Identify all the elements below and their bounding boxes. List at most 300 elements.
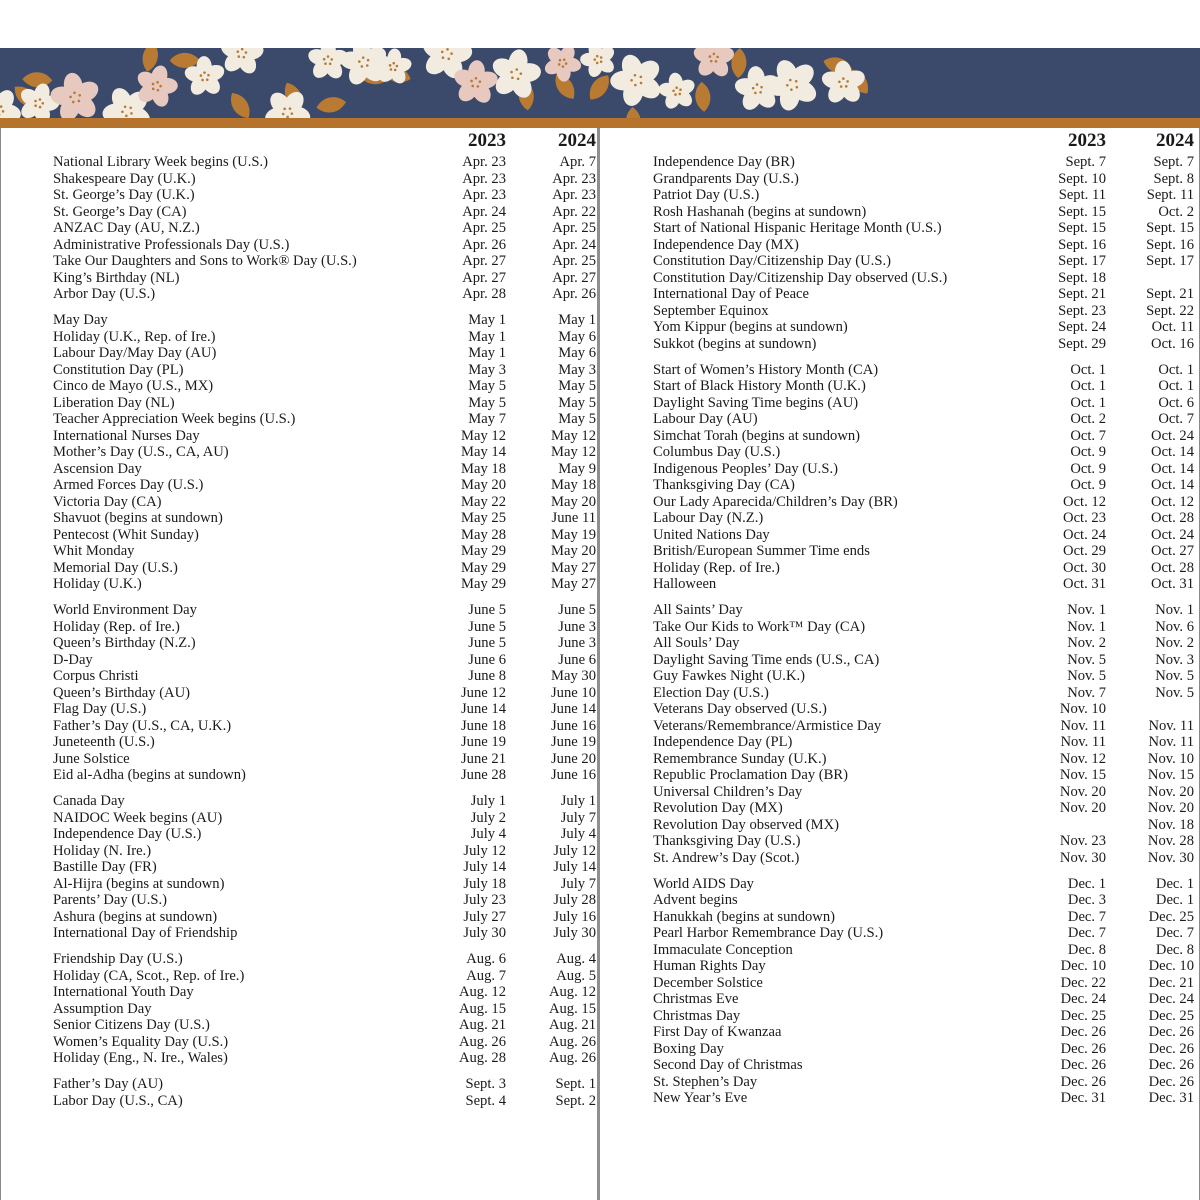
holiday-row [653, 767, 1194, 784]
holiday-name: International Nurses Day [53, 427, 200, 444]
date-2023: Oct. 9 [1070, 477, 1106, 493]
holiday-row [53, 1017, 596, 1034]
date-2023: May 29 [461, 559, 506, 576]
flower-shape [218, 48, 265, 77]
date-2023: Oct. 30 [1063, 559, 1106, 576]
holiday-row [53, 1076, 596, 1093]
date-2024: June 19 [551, 734, 596, 750]
date-2023: Sept. 17 [1058, 253, 1106, 269]
date-2024: Oct. 12 [1151, 493, 1194, 510]
date-2024: May 27 [551, 559, 596, 576]
date-2024: May 19 [551, 526, 596, 543]
date-2023: Aug. 28 [458, 1050, 506, 1066]
date-2023: Nov. 7 [1067, 684, 1106, 701]
holiday-row [653, 203, 1194, 221]
holiday-row [53, 668, 596, 685]
holiday-row [653, 526, 1194, 544]
date-2024: July 4 [560, 826, 596, 842]
holiday-row [53, 717, 596, 735]
date-2024: Nov. 10 [1147, 750, 1194, 767]
date-2023: Dec. 26 [1060, 1073, 1106, 1090]
year-2024-label: 2024 [1156, 130, 1194, 151]
holiday-name: Holiday (U.K., Rep. of Ire.) [53, 328, 216, 345]
date-2023: Nov. 23 [1059, 833, 1106, 849]
holiday-row [53, 1000, 596, 1018]
holiday-name: Advent begins [653, 892, 738, 908]
holiday-row [653, 543, 1194, 560]
date-2024: June 16 [551, 717, 596, 734]
date-2024: Aug. 12 [548, 984, 596, 1000]
flower-shape [658, 72, 698, 111]
date-2023: May 25 [461, 510, 506, 526]
holiday-row [653, 684, 1194, 702]
holiday-row [653, 1090, 1194, 1107]
holiday-name: First Day of Kwanzaa [653, 1024, 782, 1040]
date-2024: Nov. 11 [1148, 734, 1194, 750]
holiday-group [653, 361, 1194, 593]
date-2023: Oct. 2 [1070, 411, 1106, 427]
date-2023: Apr. 23 [462, 170, 506, 187]
date-2024: June 11 [551, 510, 596, 526]
holiday-row [653, 908, 1194, 926]
holiday-name: Simchat Torah (begins at sundown) [653, 427, 861, 444]
date-2024: Apr. 22 [552, 203, 596, 220]
holiday-group [53, 602, 596, 784]
date-2023: Dec. 26 [1060, 1024, 1106, 1040]
date-2023: June 19 [461, 734, 506, 750]
date-2024: May 18 [551, 477, 596, 493]
date-2023: Sept. 3 [465, 1076, 506, 1092]
holiday-name: Constitution Day/Citizenship Day observed (U.S.) [653, 269, 948, 286]
date-2023: Oct. 29 [1063, 543, 1106, 559]
holiday-row [653, 717, 1194, 735]
holiday-row [653, 958, 1194, 975]
flower-shape [610, 52, 664, 108]
holiday-name: St. Andrew’s Day (Scot.) [653, 849, 800, 866]
holiday-row [653, 816, 1194, 834]
holiday-name: December Solstice [653, 974, 763, 991]
holiday-row [53, 559, 596, 577]
flower-shape [692, 48, 736, 80]
date-2023: July 2 [470, 809, 506, 826]
date-2023: July 18 [463, 875, 506, 892]
holiday-row [53, 826, 596, 843]
holiday-name: June Solstice [53, 750, 130, 767]
date-2024: June 3 [558, 635, 596, 651]
holiday-name: Holiday (CA, Scot., Rep. of Ire.) [53, 967, 245, 984]
date-2023: Sept. 7 [1065, 154, 1106, 170]
date-2024: Aug. 4 [556, 951, 596, 967]
date-2023: Oct. 9 [1070, 444, 1106, 460]
holiday-name: Labour Day (N.Z.) [653, 510, 764, 526]
holiday-name: Second Day of Christmas [653, 1057, 803, 1073]
holiday-name: Rosh Hashanah (begins at sundown) [653, 203, 867, 220]
holiday-name: International Day of Friendship [53, 925, 238, 941]
date-2023: Nov. 1 [1067, 618, 1106, 635]
date-2024: May 5 [558, 378, 596, 394]
holiday-name: Take Our Kids to Work™ Day (CA) [653, 618, 866, 635]
holiday-name: Start of National Hispanic Heritage Month (U.S.) [653, 220, 942, 236]
leaf-shape [315, 95, 347, 115]
year-2023-label: 2023 [1068, 130, 1106, 151]
holiday-row [53, 859, 596, 876]
date-2024: Apr. 26 [552, 286, 596, 302]
holiday-row [653, 444, 1194, 461]
holiday-row [53, 875, 596, 893]
holiday-row [53, 477, 596, 494]
date-2024: May 30 [551, 668, 596, 684]
holiday-row [653, 602, 1194, 619]
date-2024: Oct. 11 [1151, 319, 1194, 335]
holiday-name: Juneteenth (U.S.) [53, 734, 155, 750]
holiday-row [53, 701, 596, 718]
date-2024: Dec. 8 [1155, 941, 1194, 958]
holiday-name: Holiday (Rep. of Ire.) [653, 559, 780, 576]
date-2023: Nov. 11 [1060, 717, 1106, 734]
flower-shape [820, 60, 867, 106]
holiday-row [653, 493, 1194, 511]
page-gutter [597, 128, 600, 1200]
holiday-name: Administrative Professionals Day (U.S.) [53, 236, 290, 253]
date-2023: Sept. 15 [1058, 203, 1106, 220]
date-2024: Dec. 26 [1148, 1040, 1194, 1057]
holiday-row [653, 319, 1194, 336]
holiday-row [53, 967, 596, 985]
leaf-shape [584, 71, 614, 104]
date-2024: Sept. 15 [1146, 220, 1194, 236]
holiday-row [653, 1007, 1194, 1025]
date-2024: Dec. 24 [1148, 991, 1194, 1007]
date-2024: Aug. 21 [548, 1017, 596, 1033]
date-2024: July 14 [553, 859, 596, 875]
holiday-row [653, 361, 1194, 379]
date-2024: Sept. 17 [1146, 253, 1194, 269]
leaf-shape [226, 89, 255, 118]
holiday-name: Patriot Day (U.S.) [653, 187, 760, 203]
date-2024: Aug. 26 [548, 1033, 596, 1050]
year-2023-label: 2023 [468, 130, 506, 151]
holiday-name: St. George’s Day (U.K.) [53, 187, 195, 203]
date-2024: Nov. 5 [1155, 684, 1194, 701]
date-2023: Aug. 6 [466, 951, 506, 967]
holiday-row [653, 302, 1194, 320]
holiday-name: Parents’ Day (U.S.) [53, 892, 168, 908]
date-2024: Nov. 11 [1148, 717, 1194, 734]
holiday-row [53, 378, 596, 395]
holiday-row [653, 286, 1194, 303]
holiday-name: Start of Black History Month (U.K.) [653, 378, 866, 394]
date-2023: Aug. 21 [458, 1017, 506, 1033]
holiday-name: Holiday (Eng., N. Ire., Wales) [53, 1050, 228, 1066]
date-2024: Nov. 3 [1155, 651, 1194, 668]
date-2023: Apr. 27 [462, 269, 506, 286]
holiday-row [653, 1057, 1194, 1074]
holiday-row [53, 203, 596, 221]
floral-pattern-art [0, 48, 1200, 118]
holiday-name: Queen’s Birthday (AU) [53, 684, 190, 701]
holiday-name: Pearl Harbor Remembrance Day (U.S.) [653, 925, 884, 941]
date-2023: Sept. 15 [1058, 220, 1106, 236]
holiday-row [53, 312, 596, 329]
date-2023: Nov. 1 [1067, 602, 1106, 618]
holiday-list [653, 154, 1194, 1107]
date-2024: Oct. 31 [1151, 576, 1194, 592]
holiday-row [53, 984, 596, 1001]
holiday-name: Teacher Appreciation Week begins (U.S.) [53, 411, 296, 427]
holiday-row [653, 510, 1194, 527]
holiday-name: Remembrance Sunday (U.K.) [653, 750, 827, 767]
holiday-row [53, 170, 596, 188]
holiday-name: Labor Day (U.S., CA) [53, 1092, 183, 1109]
date-2024: June 20 [551, 750, 596, 767]
date-2024: Sept. 11 [1146, 187, 1194, 203]
date-2023: Apr. 24 [462, 203, 506, 220]
holiday-name: Start of Women’s History Month (CA) [653, 361, 879, 378]
date-2023: Apr. 23 [462, 187, 506, 203]
holiday-name: All Saints’ Day [653, 602, 743, 618]
holiday-name: Holiday (N. Ire.) [53, 842, 152, 859]
date-2024: Nov. 30 [1147, 849, 1194, 866]
leaf-shape [170, 53, 200, 68]
date-2024: Oct. 28 [1151, 559, 1194, 576]
holiday-row [53, 651, 596, 669]
date-2023: May 1 [468, 328, 506, 345]
holiday-row [653, 651, 1194, 669]
holiday-row [53, 809, 596, 827]
holiday-row [653, 253, 1194, 270]
date-2023: Dec. 31 [1060, 1090, 1106, 1106]
date-2023: July 30 [463, 925, 506, 941]
holiday-row [53, 908, 596, 926]
holiday-name: Friendship Day (U.S.) [53, 951, 183, 967]
date-2023: July 12 [463, 842, 506, 859]
holiday-name: NAIDOC Week begins (AU) [53, 809, 223, 826]
leaf-shape [694, 81, 712, 112]
holiday-name: Thanksgiving Day (U.S.) [653, 833, 801, 849]
date-2023: Dec. 1 [1067, 875, 1106, 892]
holiday-name: Independence Day (BR) [653, 154, 795, 170]
holiday-name: World Environment Day [53, 602, 197, 618]
date-2023: Dec. 10 [1060, 958, 1106, 974]
holiday-name: Father’s Day (U.S., CA, U.K.) [53, 717, 232, 734]
date-2024: Nov. 5 [1155, 668, 1194, 684]
date-2024: Sept. 21 [1146, 286, 1194, 302]
holiday-name: Universal Children’s Day [653, 783, 803, 800]
date-2024: Oct. 7 [1158, 411, 1194, 427]
date-2024: July 30 [553, 925, 596, 941]
holiday-name: Guy Fawkes Night (U.K.) [653, 668, 806, 684]
date-2023: May 1 [468, 312, 506, 328]
holiday-name: Election Day (U.S.) [653, 684, 769, 701]
date-2023: Oct. 24 [1063, 526, 1106, 543]
holiday-name: Whit Monday [53, 543, 135, 559]
date-2023: May 29 [461, 543, 506, 559]
date-2024: Nov. 6 [1155, 618, 1194, 635]
date-2024: May 5 [558, 411, 596, 427]
holiday-row [653, 974, 1194, 992]
date-2024: July 7 [560, 809, 596, 826]
holiday-row [653, 460, 1194, 478]
holiday-row [653, 576, 1194, 593]
date-2023: May 29 [461, 576, 506, 592]
date-2023: Dec. 24 [1060, 991, 1106, 1007]
date-2023: May 20 [461, 477, 506, 493]
date-2023: Apr. 26 [462, 236, 506, 253]
date-2023: July 4 [470, 826, 506, 842]
holiday-row [53, 510, 596, 527]
holiday-name: Mother’s Day (U.S., CA, AU) [53, 444, 229, 460]
holiday-name: Christmas Day [653, 1007, 741, 1024]
date-2023: Nov. 5 [1067, 668, 1106, 684]
date-2023: Nov. 12 [1059, 750, 1106, 767]
holiday-name: Independence Day (U.S.) [53, 826, 202, 842]
date-2024: Apr. 25 [552, 253, 596, 269]
holiday-name: Sukkot (begins at sundown) [653, 335, 817, 352]
holiday-row [53, 220, 596, 237]
holiday-group [53, 793, 596, 942]
holiday-name: Memorial Day (U.S.) [53, 559, 178, 576]
holiday-name: Pentecost (Whit Sunday) [53, 526, 199, 543]
date-2023: May 3 [468, 361, 506, 378]
holiday-name: Thanksgiving Day (CA) [653, 477, 795, 493]
date-2024: May 27 [551, 576, 596, 592]
date-2024: July 1 [560, 793, 596, 809]
holiday-name: Holiday (Rep. of Ire.) [53, 618, 180, 635]
holiday-row [653, 335, 1194, 353]
date-2023: Nov. 5 [1067, 651, 1106, 668]
holiday-name: Take Our Daughters and Sons to Work® Day (U.S.) [53, 253, 357, 269]
date-2024: May 9 [558, 460, 596, 477]
date-2023: May 1 [468, 345, 506, 361]
holiday-group [53, 951, 596, 1067]
holiday-list [53, 154, 596, 1109]
holiday-row [53, 618, 596, 636]
date-2024: Oct. 16 [1151, 335, 1194, 352]
holiday-name: Boxing Day [653, 1040, 724, 1057]
date-2023: Oct. 9 [1070, 460, 1106, 477]
holiday-name: All Souls’ Day [653, 635, 740, 651]
holiday-name: Ascension Day [53, 460, 142, 477]
holiday-row [53, 1092, 596, 1110]
date-2023: May 14 [461, 444, 506, 460]
holiday-row [653, 750, 1194, 768]
holiday-name: World AIDS Day [653, 875, 754, 892]
right-page [653, 130, 1194, 1116]
date-2024: Sept. 8 [1153, 170, 1194, 187]
holiday-row [53, 394, 596, 412]
holiday-row [53, 427, 596, 445]
holiday-name: Independence Day (PL) [653, 734, 793, 750]
date-2024: Oct. 27 [1151, 543, 1194, 559]
date-2024: July 7 [560, 875, 596, 892]
holiday-row [53, 543, 596, 560]
year-2024-label: 2024 [558, 130, 596, 151]
holiday-row [53, 635, 596, 652]
date-2023: Nov. 2 [1067, 635, 1106, 651]
date-2024: June 10 [551, 684, 596, 701]
holiday-row [53, 411, 596, 428]
holiday-name: Assumption Day [53, 1000, 152, 1017]
date-2023: June 14 [461, 701, 506, 717]
holiday-name: Labour Day (AU) [653, 411, 758, 427]
date-2024: May 12 [551, 427, 596, 444]
holiday-name: Liberation Day (NL) [53, 394, 175, 411]
date-2024: Oct. 14 [1151, 460, 1194, 477]
holiday-name: Grandparents Day (U.S.) [653, 170, 799, 187]
date-2024: Sept. 16 [1146, 236, 1194, 253]
holiday-name: May Day [53, 312, 108, 328]
leaf-shape [22, 72, 53, 88]
date-2024: June 14 [551, 701, 596, 717]
date-2023: Sept. 29 [1058, 335, 1106, 352]
holiday-name: Al-Hijra (begins at sundown) [53, 875, 225, 892]
date-2024: Apr. 7 [559, 154, 596, 170]
date-2024: Oct. 14 [1151, 477, 1194, 493]
date-2023: July 23 [463, 892, 506, 908]
date-2024: Nov. 2 [1155, 635, 1194, 651]
holiday-name: Veterans/Remembrance/Armistice Day [653, 717, 882, 734]
date-2024: Apr. 24 [552, 236, 596, 253]
date-2024: Nov. 20 [1147, 800, 1194, 816]
date-2024: Dec. 25 [1148, 908, 1194, 925]
date-2024: Nov. 28 [1147, 833, 1194, 849]
date-2023: Sept. 21 [1058, 286, 1106, 302]
date-2024: May 20 [551, 543, 596, 559]
holiday-name: Canada Day [53, 793, 125, 809]
date-2023: May 28 [461, 526, 506, 543]
holiday-row [653, 991, 1194, 1008]
holiday-name: King’s Birthday (NL) [53, 269, 180, 286]
date-2024: Aug. 5 [556, 967, 596, 984]
date-2023: Dec. 25 [1060, 1007, 1106, 1024]
date-2024: June 6 [558, 651, 596, 668]
date-2023: Apr. 27 [462, 253, 506, 269]
date-2023: Dec. 26 [1060, 1057, 1106, 1073]
flower-shape [580, 48, 617, 79]
holiday-row [653, 875, 1194, 893]
holiday-name: Senior Citizens Day (U.S.) [53, 1017, 210, 1033]
holiday-name: Human Rights Day [653, 958, 766, 974]
date-2024: Apr. 27 [552, 269, 596, 286]
holiday-name: Women’s Equality Day (U.S.) [53, 1033, 229, 1050]
date-2024: Aug. 26 [548, 1050, 596, 1066]
holiday-name: Labour Day/May Day (AU) [53, 345, 217, 361]
holiday-row [53, 460, 596, 478]
holiday-row [653, 1073, 1194, 1091]
date-2024: Dec. 25 [1148, 1007, 1194, 1024]
date-2024: Nov. 18 [1147, 816, 1194, 833]
holiday-row [653, 477, 1194, 494]
holiday-row [53, 793, 596, 810]
date-2023: Oct. 31 [1063, 576, 1106, 592]
holiday-name: Holiday (U.K.) [53, 576, 142, 592]
date-2024: Sept. 22 [1146, 302, 1194, 319]
holiday-name: New Year’s Eve [653, 1090, 748, 1106]
date-2024: May 3 [558, 361, 596, 378]
holiday-row [53, 187, 596, 204]
holiday-name: Eid al-Adha (begins at sundown) [53, 767, 246, 783]
date-2023: Sept. 18 [1058, 269, 1106, 286]
date-2024: May 5 [558, 394, 596, 411]
date-2023: July 14 [463, 859, 506, 875]
holiday-row [653, 1040, 1194, 1058]
holiday-row [53, 951, 596, 968]
date-2024: Oct. 1 [1158, 361, 1194, 378]
holiday-group [653, 602, 1194, 866]
holiday-name: United Nations Day [653, 526, 770, 543]
holiday-row [53, 1033, 596, 1051]
holiday-name: D-Day [53, 651, 93, 668]
